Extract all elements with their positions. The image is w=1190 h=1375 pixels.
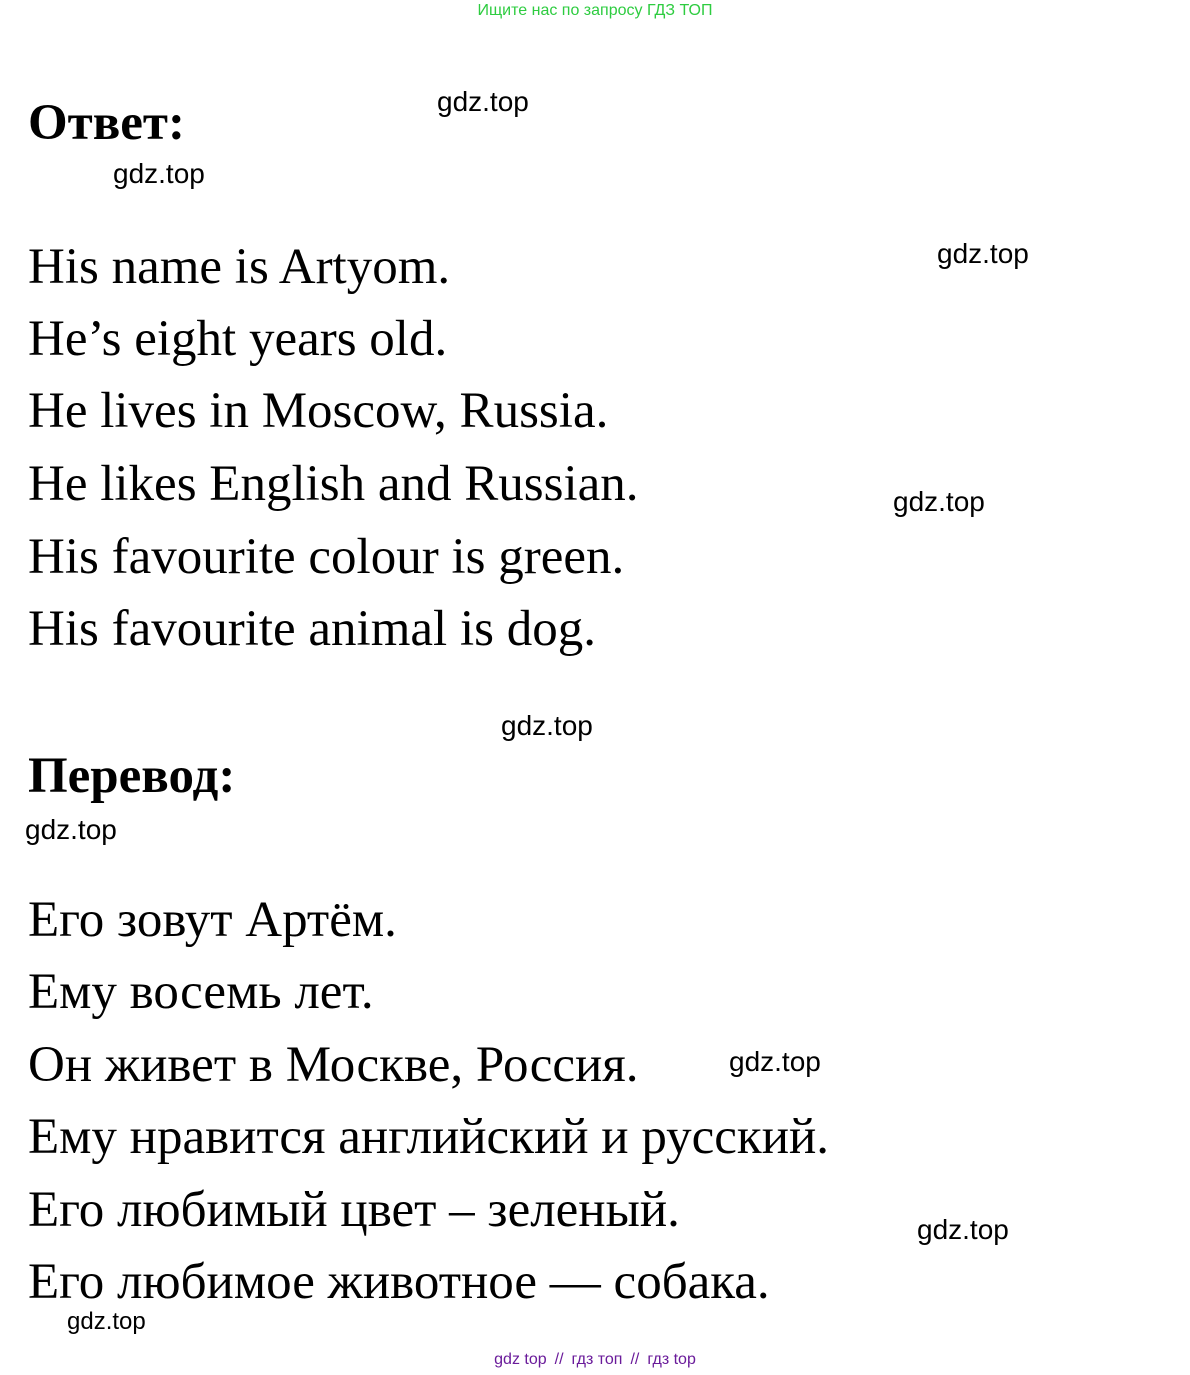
watermark: gdz.top — [437, 86, 529, 117]
translation-line: Ему восемь лет. — [28, 964, 374, 1020]
translation-line: Его любимое животное — собака. — [28, 1254, 770, 1310]
watermark: gdz.top — [501, 710, 593, 741]
answer-line: He lives in Moscow, Russia. — [28, 383, 609, 439]
translation-line: Его любимый цвет – зеленый. — [28, 1182, 680, 1238]
footer-separator: // — [554, 1351, 564, 1368]
answer-line: His name is Artyom. — [28, 239, 451, 295]
translation-line: Он живет в Москве, Россия. — [28, 1037, 639, 1093]
watermark: gdz.top — [937, 238, 1029, 269]
watermark: gdz.top — [729, 1046, 821, 1077]
footer-separator: // — [630, 1351, 640, 1368]
footer-links — [0, 1349, 1190, 1371]
answer-heading: Ответ: — [28, 95, 185, 151]
answer-line: His favourite colour is green. — [28, 529, 625, 585]
watermark: gdz.top — [25, 814, 117, 845]
watermark: gdz.top — [893, 486, 985, 517]
translation-line: Его зовут Артём. — [28, 892, 397, 948]
translation-heading: Перевод: — [28, 748, 236, 804]
footer-link[interactable]: гдз топ — [571, 1351, 623, 1368]
top-banner: Ищите нас по запросу ГДЗ ТОП — [477, 2, 713, 19]
answer-line: He’s eight years old. — [28, 311, 448, 367]
watermark: gdz.top — [67, 1308, 146, 1335]
answer-line: His favourite animal is dog. — [28, 601, 596, 657]
translation-line: Ему нравится английский и русский. — [28, 1109, 830, 1165]
watermark: gdz.top — [113, 158, 205, 189]
footer-link[interactable]: gdz top — [494, 1351, 547, 1368]
answer-line: He likes English and Russian. — [28, 456, 639, 512]
watermark: gdz.top — [917, 1214, 1009, 1245]
footer-link[interactable]: гдз top — [647, 1351, 696, 1368]
